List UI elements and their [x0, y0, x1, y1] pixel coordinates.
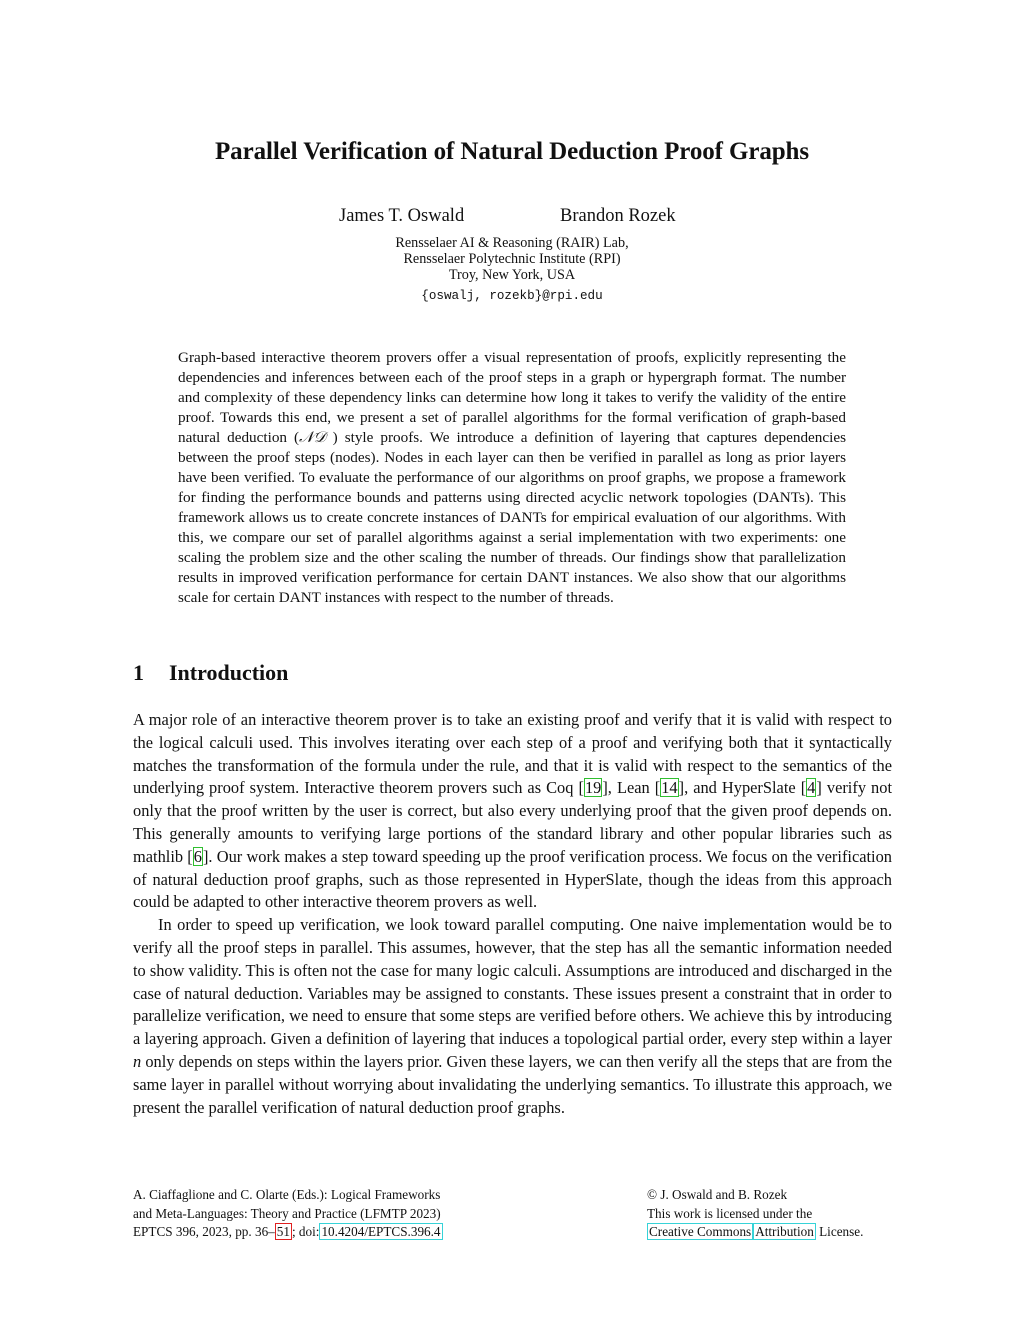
author-name: James T. Oswald — [339, 206, 465, 226]
citation-link[interactable]: 4 — [807, 778, 816, 798]
paragraph-text: In order to speed up verification, we look toward parallel computing. One naive implementation would be to verify all the proof steps in parallel. This assumes, however, that the step has all the semantic information needed to show validity. This is often not the case for many logic calculi. Assumptions are introduced and discharged in the case of natural deduction. Variables may be assigned to constants. These issues present a constraint that in order to parallelize verification, we need to ensure that some steps are verified before others. We achieve this by introducing a layering approach. Given a definition of layering that induces a topological partial order, every step within a layer — [133, 915, 892, 1049]
footer-line: A. Ciaffaglione and C. Olarte (Eds.): Logical Frameworks — [133, 1187, 441, 1202]
affiliation — [0, 235, 1024, 283]
affiliation-line: Rensselaer Polytechnic Institute (RPI) — [403, 251, 621, 267]
author-name: Brandon Rozek — [560, 206, 676, 226]
paper-title: Parallel Verification of Natural Deduction Proof Graphs — [215, 138, 809, 165]
footer-text: License. — [815, 1224, 864, 1240]
abstract-text: Graph-based interactive theorem provers offer a visual representation of proofs, explicitly representing the dependencies and inferences between each of the proof steps in a graph or hypergraph format. The number and complexity of these dependency links can determine how long it takes to verify the validity of the entire proof. Towards this end, we present a set of parallel algorithms for the formal verification of graph-based natural deduction ( — [178, 349, 846, 446]
license-line: This work is licensed under the — [647, 1205, 813, 1221]
footer-line — [133, 1223, 443, 1242]
license-line — [647, 1223, 863, 1242]
footer-citation — [133, 1186, 443, 1242]
paragraph-text: ]. Our work makes a step toward speeding up the proof verification process. We focus on the verification of natural deduction proof graphs, such as those represented in HyperSlate, though the ideas from this approach could be adapted to other interactive theorem provers as well. — [133, 846, 893, 912]
attribution-link[interactable]: Attribution — [755, 1224, 814, 1240]
page-end-link[interactable]: 51 — [276, 1224, 290, 1240]
copyright-line: © J. Oswald and B. Rozek — [647, 1187, 788, 1202]
paragraph-text: ], and HyperSlate [ — [678, 778, 807, 798]
creative-commons-link[interactable]: Creative Commons — [649, 1224, 752, 1240]
paragraph — [133, 709, 892, 914]
citation-link[interactable]: 14 — [661, 778, 678, 798]
abstract-text: ) style proofs. We introduce a definition of layering that captures dependencies between the proof steps (nodes). Nodes in each layer can then be verified in parallel as long as prior layers have been verified. To evaluate the performance of our algorithms on proof graphs, we propose a framework for finding the performance bounds and patterns using directed acyclic network topologies (DANTs). This framework allows us to create concrete instances of DANTs for empirical evaluation of our algorithms. With this, we compare our set of parallel algorithms against a serial implementation with two experiments: one scaling the problem size and the other scaling the number of threads. Our findings show that parallelization results in improved verification performance for certain DANT instances. We also show that our algorithms scale for certain DANT instances with respect to the number of threads. — [178, 429, 846, 606]
paragraph-text: ] verify not only that the proof written by the user is correct, but also every underlying proof that the given proof depends on. This generally amounts to verifying large portions of the standard library and other popular libraries such as mathlib [ — [133, 778, 893, 866]
affiliation-line: Rensselaer AI & Reasoning (RAIR) Lab, — [395, 235, 629, 251]
nd-symbol: 𝒩𝒟 — [299, 429, 326, 446]
math-variable: n — [133, 1051, 142, 1071]
footer-text: ; doi: — [291, 1224, 320, 1240]
citation-link[interactable]: 6 — [193, 846, 202, 866]
body-text — [133, 709, 892, 1119]
footer-license — [647, 1186, 863, 1242]
citation-link[interactable]: 19 — [584, 778, 602, 798]
affiliation-line: Troy, New York, USA — [448, 267, 576, 283]
section-number: 1 — [133, 660, 144, 685]
author-email: {oswalj, rozekb}@rpi.edu — [421, 289, 603, 303]
paragraph-text: ], Lean [ — [602, 778, 661, 798]
paragraph-text: only depends on steps within the layers prior. Given these layers, we can then verify all the steps that are from the same layer in parallel without worrying about invalidating the underlying semantics. To illustrate this approach, we present the parallel verification of natural deduction proof graphs. — [133, 1051, 892, 1117]
footer-line: and Meta-Languages: Theory and Practice (LFMTP 2023) — [133, 1205, 441, 1221]
footer-text: EPTCS 396, 2023, pp. 36– — [133, 1224, 275, 1240]
section-title: Introduction — [169, 660, 289, 685]
abstract — [178, 348, 846, 608]
paragraph-text: A major role of an interactive theorem prover is to take an existing proof and verify that it is valid with respect to the logical calculi used. This involves iterating over each step of a proof and verifying both that it syntactically matches the transformation of the formula under the rule, and that it is valid with respect to the semantics of the underlying proof system. Interactive theorem provers such as Coq [ — [133, 710, 892, 798]
section-heading — [133, 660, 288, 686]
doi-link[interactable]: 10.4204/EPTCS.396.4 — [321, 1224, 441, 1240]
paragraph — [133, 914, 892, 1119]
